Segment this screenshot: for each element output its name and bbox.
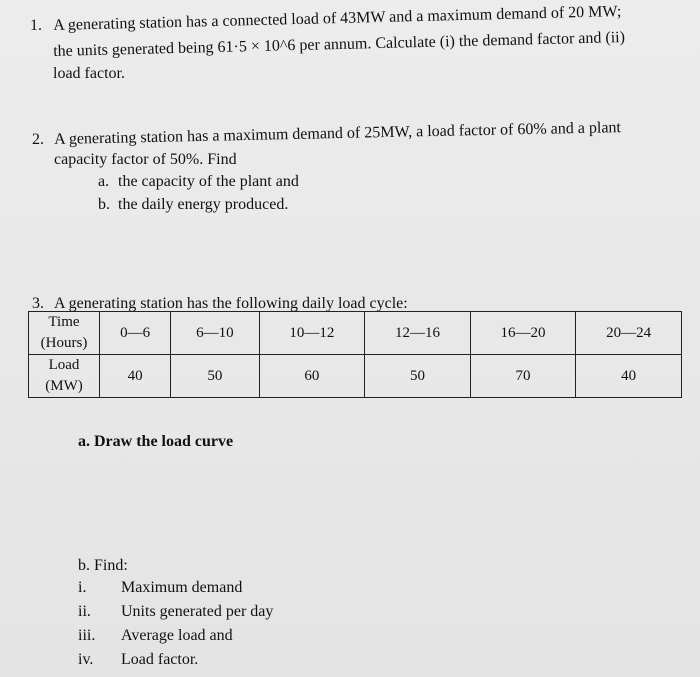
load-cell: 40 [576, 355, 682, 398]
q2-line-1: A generating station has a maximum demand of 25MW, a load factor of 60% and a plant [54, 119, 622, 148]
list-item-marker: ii. [78, 603, 91, 620]
q3-part-b: b. Find: [78, 557, 128, 574]
list-item-text: Maximum demand [121, 579, 243, 596]
time-cell: 6—10 [171, 312, 259, 355]
time-cell: 10—12 [259, 312, 365, 355]
q1-line-2: the units generated being 61·5 × 10^6 per annum. Calculate (i) the demand factor and (ii) [53, 29, 626, 60]
load-cell: 70 [470, 355, 576, 398]
time-cell: 16—20 [470, 312, 576, 355]
time-header-cell [29, 312, 100, 355]
q3-intro: A generating station has the following daily load cycle: [54, 295, 408, 312]
list-item-text: Units generated per day [121, 603, 274, 620]
q1-line-3: load factor. [53, 65, 125, 82]
list-item-marker: iv. [78, 651, 94, 668]
load-cell: 50 [171, 355, 259, 398]
time-cell: 20—24 [576, 312, 682, 355]
load-cycle-table [28, 311, 682, 398]
q2-part-b-marker: b. [98, 196, 110, 213]
q3-part-a: a. Draw the load curve [78, 433, 234, 450]
q2-part-a-text: the capacity of the plant and [118, 173, 299, 190]
q1-number: 1. [30, 17, 42, 34]
list-item-marker: iii. [78, 627, 96, 644]
q2-line-2: capacity factor of 50%. Find [54, 151, 237, 168]
time-cell: 0—6 [100, 312, 171, 355]
load-cell: 50 [365, 355, 471, 398]
time-header-label: Time [48, 314, 80, 330]
load-cell: 40 [100, 355, 171, 398]
load-header-label: Load [48, 357, 80, 373]
q2-part-a-marker: a. [98, 173, 110, 190]
list-item-text: Average load and [121, 627, 233, 644]
load-row [29, 355, 682, 398]
q2-part-b-text: the daily energy produced. [118, 196, 289, 213]
time-header-unit: (Hours) [40, 335, 88, 351]
q2-number: 2. [32, 131, 44, 148]
time-cell: 12—16 [365, 312, 471, 355]
load-header-unit: (MW) [45, 378, 83, 394]
load-header-cell [29, 355, 100, 398]
load-cell: 60 [259, 355, 365, 398]
list-item-text: Load factor. [121, 651, 199, 668]
q1-line-1: A generating station has a connected load of 43MW and a maximum demand of 20 MW; [53, 3, 622, 34]
list-item-marker: i. [78, 579, 87, 596]
q3-number: 3. [32, 295, 44, 312]
time-row [29, 312, 682, 355]
